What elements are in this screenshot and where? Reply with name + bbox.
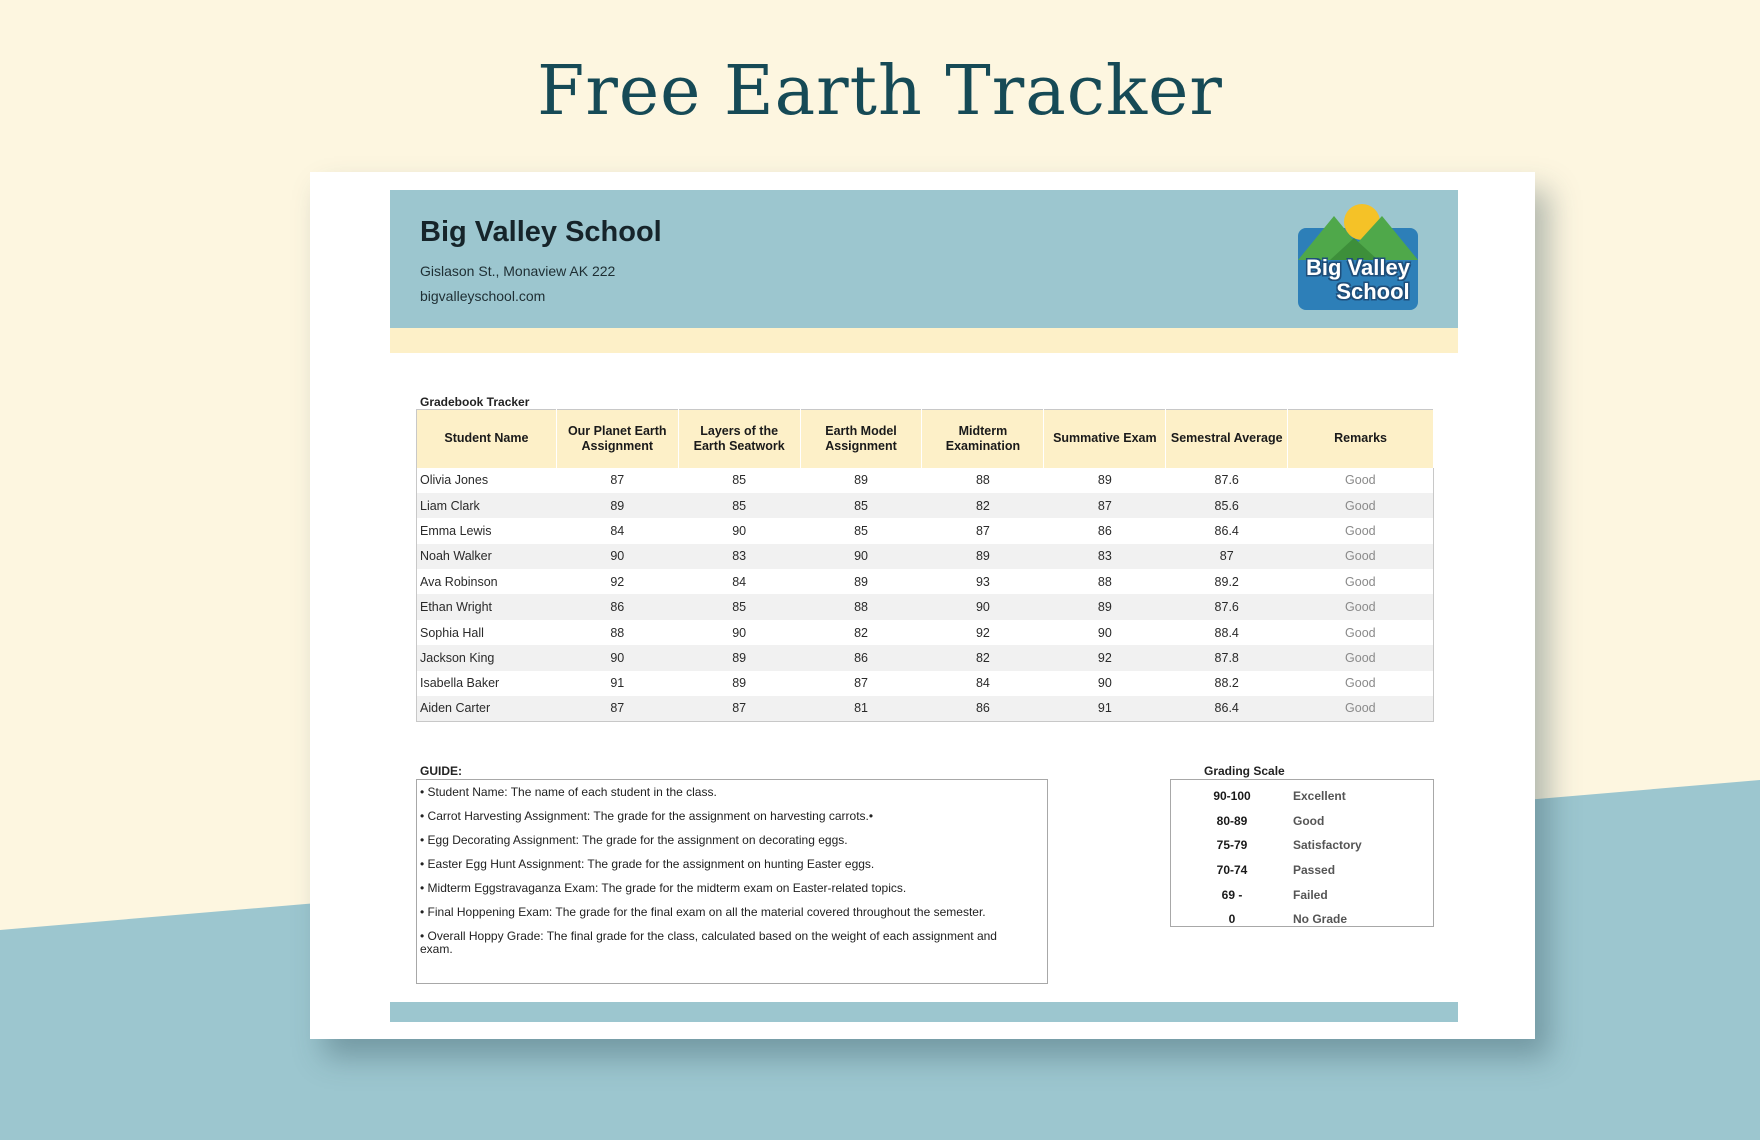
- column-header: Midterm Examination: [922, 410, 1044, 468]
- grade-cell: 91: [610, 676, 625, 691]
- remark-cell: Good: [1345, 625, 1376, 640]
- grade-cell: 89: [854, 473, 868, 488]
- grade-cell: 89: [732, 676, 747, 691]
- scale-row: [1171, 809, 1433, 834]
- average-cell: 87.6: [1166, 594, 1288, 619]
- header-band: [390, 328, 1458, 353]
- grade-cell: 85: [678, 594, 800, 619]
- table-row: [417, 468, 1434, 493]
- guide-item: • Overall Hoppy Grade: The final grade for the class, calculated based on the weight of each assignment and exam.: [420, 929, 997, 956]
- scale-row: [1171, 784, 1433, 809]
- logo-text-line1: Big Valley: [1306, 255, 1410, 280]
- remark-cell: Good: [1288, 696, 1434, 721]
- table-row: [417, 696, 1434, 721]
- grade-cell: 90: [1097, 625, 1112, 640]
- scale-description: Satisfactory: [1293, 838, 1362, 853]
- student-name-cell: Isabella Baker: [420, 676, 500, 691]
- grading-scale-box: [1170, 779, 1434, 927]
- grade-cell: 89: [1044, 594, 1166, 619]
- scale-row: [1171, 858, 1433, 883]
- grade-cell: 86: [1097, 523, 1112, 538]
- grade-cell: 88: [975, 473, 990, 488]
- grade-cell: 89: [854, 574, 868, 589]
- grade-cell: 93: [975, 574, 990, 589]
- average-cell: 87.8: [1166, 645, 1288, 670]
- guide-item: • Egg Decorating Assignment: The grade for the assignment on decorating eggs.: [420, 833, 848, 847]
- grade-cell: 84: [610, 523, 625, 538]
- column-header: Remarks: [1288, 410, 1434, 468]
- grade-cell: 87: [678, 696, 800, 721]
- scale-row: [1171, 833, 1433, 858]
- school-website: bigvalleyschool.com: [420, 288, 546, 304]
- grade-cell: 82: [922, 645, 1044, 670]
- column-header: Earth Model Assignment: [800, 410, 922, 468]
- grade-cell: 84: [732, 574, 747, 589]
- logo-text-line2: School: [1336, 279, 1410, 304]
- scale-description: Good: [1293, 813, 1325, 828]
- scale-range: 0: [1228, 912, 1236, 927]
- table-row: [417, 569, 1434, 594]
- grade-cell: 87: [556, 696, 678, 721]
- scale-description: Excellent: [1293, 789, 1346, 804]
- grade-cell: 86: [556, 594, 678, 619]
- school-name: Big Valley School: [420, 216, 662, 248]
- student-name-cell: Ethan Wright: [417, 594, 557, 619]
- grade-cell: 90: [922, 594, 1044, 619]
- average-cell: 89.2: [1214, 574, 1239, 589]
- table-row: [417, 645, 1434, 670]
- guide-box: [416, 779, 1048, 984]
- grade-cell: 88: [1097, 574, 1112, 589]
- average-cell: 88.2: [1214, 676, 1239, 691]
- remark-cell: Good: [1345, 523, 1376, 538]
- grade-cell: 86: [800, 645, 922, 670]
- scale-range: 69 -: [1221, 887, 1243, 902]
- grade-cell: 90: [556, 645, 678, 670]
- grade-cell: 85: [732, 473, 747, 488]
- grade-cell: 89: [556, 493, 678, 518]
- student-name-cell: Ava Robinson: [420, 574, 498, 589]
- scale-range: 70-74: [1216, 863, 1248, 878]
- grade-cell: 90: [1097, 676, 1112, 691]
- grade-cell: 86: [922, 696, 1044, 721]
- grade-cell: 85: [854, 523, 868, 538]
- student-name-cell: Noah Walker: [417, 544, 557, 569]
- remark-cell: Good: [1288, 544, 1434, 569]
- grade-cell: 90: [732, 625, 747, 640]
- page-title: Free Earth Tracker: [537, 52, 1223, 131]
- column-header: Layers of the Earth Seatwork: [678, 410, 800, 468]
- table-row: [417, 493, 1434, 518]
- scale-description: No Grade: [1293, 912, 1348, 927]
- remark-cell: Good: [1345, 574, 1376, 589]
- column-header: Summative Exam: [1044, 410, 1166, 468]
- table-row: [417, 544, 1434, 569]
- school-logo: [1294, 202, 1422, 312]
- remark-cell: Good: [1288, 594, 1434, 619]
- average-cell: 88.4: [1214, 625, 1239, 640]
- average-cell: 85.6: [1166, 493, 1288, 518]
- average-cell: 87.6: [1214, 473, 1239, 488]
- gradebook-table: [416, 409, 1434, 722]
- grade-cell: 85: [800, 493, 922, 518]
- scale-row: [1171, 882, 1433, 907]
- remark-cell: Good: [1345, 473, 1376, 488]
- average-cell: 87: [1166, 544, 1288, 569]
- guide-item: • Carrot Harvesting Assignment: The grade for the assignment on harvesting carrots.•: [420, 809, 874, 823]
- guide-item: • Student Name: The name of each student in the class.: [420, 785, 717, 799]
- grade-cell: 92: [975, 625, 990, 640]
- grade-cell: 87: [975, 523, 990, 538]
- grade-cell: 90: [732, 523, 747, 538]
- scale-description: Failed: [1293, 887, 1328, 902]
- guide-item: • Easter Egg Hunt Assignment: The grade for the assignment on hunting Easter eggs.: [420, 857, 875, 871]
- student-name-cell: Liam Clark: [417, 493, 557, 518]
- school-address: Gislason St., Monaview AK 222: [420, 263, 616, 279]
- grade-cell: 90: [556, 544, 678, 569]
- grade-cell: 89: [922, 544, 1044, 569]
- grade-cell: 89: [1097, 473, 1112, 488]
- scale-range: 75-79: [1216, 838, 1248, 853]
- average-cell: 86.4: [1166, 696, 1288, 721]
- grade-cell: 90: [800, 544, 922, 569]
- tracker-sheet: [310, 172, 1535, 1039]
- school-header: [390, 190, 1458, 328]
- grading-scale-label: Grading Scale: [1204, 764, 1285, 778]
- grade-cell: 83: [678, 544, 800, 569]
- grade-cell: 81: [800, 696, 922, 721]
- guide-item: • Final Hoppening Exam: The grade for the final exam on all the material covered throughout the semester.: [420, 905, 986, 919]
- average-cell: 86.4: [1214, 523, 1239, 538]
- column-header: Our Planet Earth Assignment: [556, 410, 678, 468]
- guide-label: GUIDE:: [420, 764, 462, 778]
- student-name-cell: Olivia Jones: [420, 473, 489, 488]
- column-header: Semestral Average: [1166, 410, 1288, 468]
- guide-item: • Midterm Eggstravaganza Exam: The grade for the midterm exam on Easter-related topics.: [420, 881, 907, 895]
- student-name-cell: Jackson King: [417, 645, 557, 670]
- scale-row: [1171, 907, 1433, 932]
- grade-cell: 84: [975, 676, 990, 691]
- remark-cell: Good: [1288, 645, 1434, 670]
- table-row: [417, 518, 1434, 543]
- scale-range: 90-100: [1213, 789, 1251, 804]
- student-name-cell: Emma Lewis: [420, 523, 492, 538]
- grade-cell: 87: [610, 473, 625, 488]
- grade-cell: 88: [610, 625, 625, 640]
- grade-cell: 85: [678, 493, 800, 518]
- table-row: [417, 671, 1434, 696]
- remark-cell: Good: [1288, 493, 1434, 518]
- grade-cell: 87: [1044, 493, 1166, 518]
- table-row: [417, 620, 1434, 645]
- grade-cell: 91: [1044, 696, 1166, 721]
- table-header-row: [417, 410, 1434, 468]
- grade-cell: 82: [922, 493, 1044, 518]
- grade-cell: 88: [800, 594, 922, 619]
- table-row: [417, 594, 1434, 619]
- footer-band: [390, 1002, 1458, 1022]
- grade-cell: 89: [678, 645, 800, 670]
- grade-cell: 82: [854, 625, 868, 640]
- grade-cell: 92: [610, 574, 625, 589]
- gradebook-label: Gradebook Tracker: [420, 395, 530, 409]
- remark-cell: Good: [1345, 676, 1376, 691]
- scale-range: 80-89: [1216, 813, 1248, 828]
- scale-description: Passed: [1293, 863, 1336, 878]
- student-name-cell: Sophia Hall: [420, 625, 484, 640]
- grade-cell: 83: [1044, 544, 1166, 569]
- student-name-cell: Aiden Carter: [417, 696, 557, 721]
- grade-cell: 92: [1044, 645, 1166, 670]
- column-header: Student Name: [417, 410, 557, 468]
- grade-cell: 87: [854, 676, 868, 691]
